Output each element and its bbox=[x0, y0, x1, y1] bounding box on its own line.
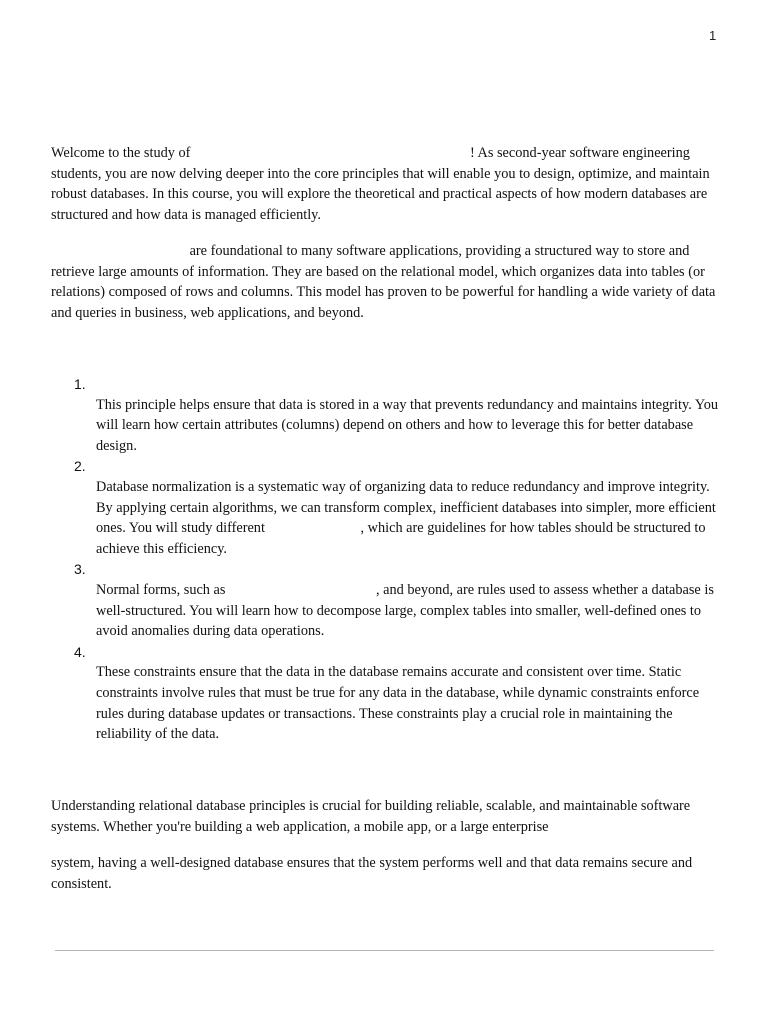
intro-text-start: Welcome to the study of bbox=[51, 145, 191, 161]
closing-paragraph: Understanding relational database principles is crucial for building reliable, scalable, and maintainable software systems. Whether you're building a web application, a mobile app, or a large enterprise bbox=[51, 798, 691, 835]
list-number: 4. bbox=[74, 643, 86, 660]
intro-text-rest: ! As second-year software engineering students, you are now delving deeper into the core principles that will enable you to design, optimize, and maintain robust databases. In this course, you will explore the theoretical and practical aspects of how modern databases are structured and how data is managed efficiently. bbox=[51, 145, 710, 223]
list-item-text-start: Database normalization is a systematic way of organizing data to reduce redundancy and improve integrity. By applying certain algorithms, we can transform complex, inefficient databases into simpler, more efficient ones. You will study different bbox=[96, 478, 716, 537]
page-number: 1 bbox=[709, 28, 717, 43]
intro-paragraph bbox=[51, 143, 721, 225]
list-number: 1. bbox=[74, 376, 86, 392]
closing-paragraph-continued: system, having a well-designed database ensures that the system performs well and that data remains secure and consistent. bbox=[51, 855, 693, 892]
list-item bbox=[0, 374, 768, 456]
list-item-text-end: , and beyond, are rules used to assess whether a database is well-structured. You will learn how to decompose large, complex tables into smaller, well-defined ones to avoid anomalies during data operations. bbox=[96, 581, 714, 640]
blank-heading bbox=[0, 642, 768, 663]
list-item-text bbox=[96, 580, 721, 642]
list-item-text-start: Normal forms, such as bbox=[96, 581, 226, 598]
foundation-text: are foundational to many software applications, providing a structured way to store and retrieve large amounts of information. They are based on the relational model, which organizes data into tables (or relations) composed of rows and columns. This model has proven to be powerful for handling a wide variety of data and queries in business, web applications, and beyond. bbox=[51, 243, 716, 321]
blank-heading bbox=[0, 456, 768, 477]
list-number: 3. bbox=[74, 561, 86, 578]
list-item bbox=[0, 642, 768, 745]
foundation-paragraph bbox=[51, 241, 721, 323]
footer-divider bbox=[55, 950, 714, 951]
list-item-text-end: , which are guidelines for how tables should be structured to achieve this efficiency. bbox=[96, 520, 706, 557]
blank-heading bbox=[0, 374, 768, 395]
list-item bbox=[0, 456, 768, 559]
list-number: 2. bbox=[74, 458, 86, 475]
list-item bbox=[0, 559, 768, 641]
blank-heading bbox=[0, 559, 768, 580]
list-item-text: These constraints ensure that the data in the database remains accurate and consistent over time. Static constraints involve rules that must be true for any data in the database, while dynamic constraints enforce rules during database updates or transactions. These constraints play a crucial role in maintaining the reliability of the data. bbox=[96, 664, 700, 743]
topics-list bbox=[0, 374, 768, 745]
list-item-text: This principle helps ensure that data is stored in a way that prevents redundancy and maintains integrity. You will learn how certain attributes (columns) depend on others and how to leverage this for better database design. bbox=[96, 396, 719, 454]
list-item-text bbox=[96, 477, 721, 559]
